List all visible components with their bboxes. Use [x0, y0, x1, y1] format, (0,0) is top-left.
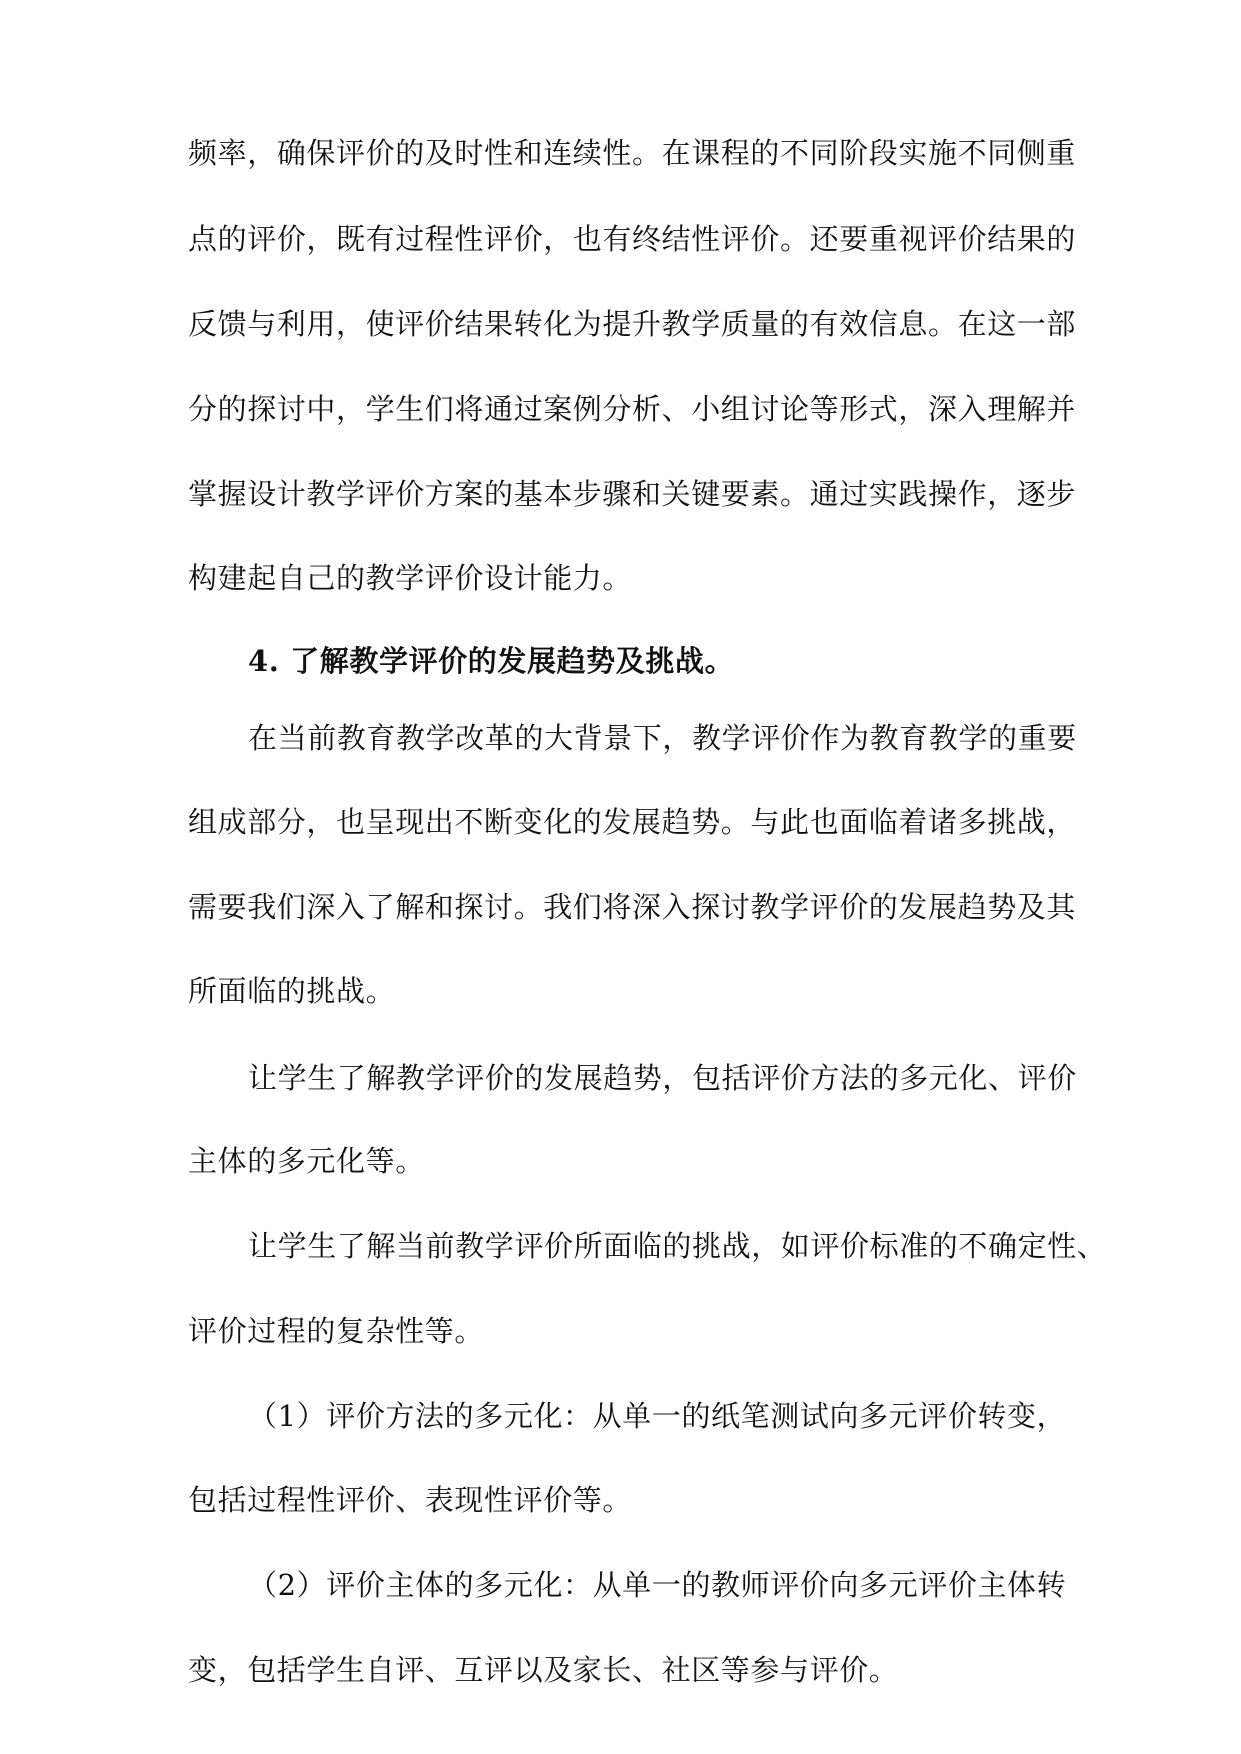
section-heading: 4. 了解教学评价的发展趋势及挑战。: [248, 644, 735, 678]
paragraph-line: 需要我们深入了解和探讨。我们将深入探讨教学评价的发展趋势及其: [188, 890, 1077, 924]
paragraph-line: 让学生了解教学评价的发展趋势，包括评价方法的多元化、评价: [248, 1061, 1077, 1095]
paragraph-line: （2）评价主体的多元化：从单一的教师评价向多元评价主体转: [248, 1568, 1067, 1602]
paragraph-line: 分的探讨中，学生们将通过案例分析、小组讨论等形式，深入理解并: [188, 392, 1077, 426]
paragraph-line: 主体的多元化等。: [188, 1144, 425, 1178]
paragraph-line: 频率，确保评价的及时性和连续性。在课程的不同阶段实施不同侧重: [188, 136, 1077, 170]
paragraph-line: 构建起自己的教学评价设计能力。: [188, 561, 633, 595]
paragraph-line: 点的评价，既有过程性评价，也有终结性评价。还要重视评价结果的: [188, 222, 1077, 256]
paragraph-line: 组成部分，也呈现出不断变化的发展趋势。与此也面临着诸多挑战，: [188, 805, 1077, 839]
paragraph-line: 掌握设计教学评价方案的基本步骤和关键要素。通过实践操作，逐步: [188, 477, 1077, 511]
paragraph-line: 所面临的挑战。: [188, 974, 396, 1008]
paragraph-line: 评价过程的复杂性等。: [188, 1314, 485, 1348]
paragraph-line: 包括过程性评价、表现性评价等。: [188, 1483, 633, 1517]
paragraph-line: 反馈与利用，使评价结果转化为提升教学质量的有效信息。在这一部: [188, 307, 1077, 341]
paragraph-line: 变，包括学生自评、互评以及家长、社区等参与评价。: [188, 1653, 899, 1687]
paragraph-line: 在当前教育教学改革的大背景下，教学评价作为教育教学的重要: [248, 721, 1077, 755]
paragraph-line: （1）评价方法的多元化：从单一的纸笔测试向多元评价转变，: [248, 1399, 1067, 1433]
paragraph-line: 让学生了解当前教学评价所面临的挑战，如评价标准的不确定性、: [248, 1229, 1107, 1263]
